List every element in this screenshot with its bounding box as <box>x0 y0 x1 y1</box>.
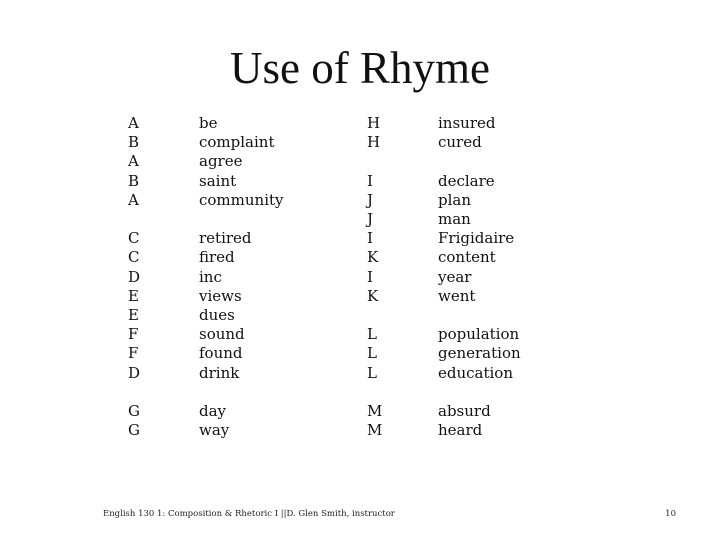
rhyme-word: generation <box>438 344 521 363</box>
rhyme-group <box>367 114 382 152</box>
rhyme-letter: I <box>367 229 373 248</box>
rhyme-letter: A <box>128 190 139 209</box>
rhyme-letter: A <box>128 114 139 132</box>
rhyme-word: dues <box>199 306 235 325</box>
rhyme-group <box>438 172 521 306</box>
rhyme-word: sound <box>199 325 245 344</box>
rhyme-letter: E <box>128 306 139 325</box>
rhyme-letter: D <box>128 363 141 382</box>
page-number: 10 <box>665 509 676 519</box>
rhyme-letter: B <box>128 171 140 190</box>
rhyme-word: way <box>199 421 230 440</box>
rhyme-letter: G <box>128 421 140 440</box>
rhyme-letter: K <box>367 248 379 267</box>
rhyme-word: saint <box>199 171 237 190</box>
rhyme-letter: F <box>128 325 139 344</box>
rhyme-letter: H <box>367 133 381 152</box>
rhyme-letter: M <box>367 402 383 420</box>
rhyme-word: education <box>438 363 513 382</box>
rhyme-group <box>367 325 382 383</box>
rhyme-word: fired <box>199 248 235 267</box>
rhyme-word: be <box>199 114 218 132</box>
rhyme-word: population <box>438 325 520 344</box>
rhyme-letter: A <box>128 152 139 171</box>
rhyme-group <box>199 229 284 383</box>
rhyme-letter: C <box>128 248 140 267</box>
rhyme-word: retired <box>199 229 252 248</box>
rhyme-group <box>128 229 140 383</box>
rhyme-word: community <box>199 190 284 209</box>
rhyme-letter: F <box>128 344 139 363</box>
rhyme-word: day <box>199 402 227 421</box>
rhyme-letter: H <box>367 114 381 132</box>
left-rhyme-words-column <box>199 114 284 460</box>
rhyme-word: heard <box>438 421 483 440</box>
rhyme-group <box>199 114 284 210</box>
rhyme-word: complaint <box>199 133 275 152</box>
rhyme-letter: I <box>367 267 373 286</box>
rhyme-group <box>367 172 382 306</box>
rhyme-letter: L <box>367 363 377 382</box>
rhyme-word: went <box>438 286 476 305</box>
rhyme-group <box>438 402 521 440</box>
rhyme-letter: B <box>128 133 140 152</box>
rhyme-word: content <box>438 248 496 267</box>
rhyme-letter: J <box>367 210 374 228</box>
rhyme-word: plan <box>438 190 472 209</box>
rhyme-letter: J <box>367 190 374 209</box>
rhyme-word: absurd <box>438 402 491 420</box>
rhyme-word: found <box>199 344 243 363</box>
footer-course-info: English 130 1: Composition & Rhetoric I ||D. Glen Smith, instructor <box>103 509 395 519</box>
rhyme-letter: G <box>128 402 140 421</box>
rhyme-word: drink <box>199 363 240 382</box>
rhyme-group <box>367 402 382 440</box>
rhyme-word: Frigidaire <box>438 229 515 248</box>
rhyme-word: insured <box>438 114 496 132</box>
rhyme-word: views <box>199 286 242 305</box>
rhyme-letter: I <box>367 171 373 190</box>
rhyme-group <box>128 402 140 440</box>
rhyme-letter: M <box>367 421 383 440</box>
rhyme-letter: D <box>128 267 141 286</box>
rhyme-word: agree <box>199 152 243 171</box>
right-rhyme-letters-column <box>367 114 382 460</box>
rhyme-group <box>128 114 140 210</box>
rhyme-letter: L <box>367 325 377 344</box>
rhyme-letter: L <box>367 344 377 363</box>
rhyme-word: inc <box>199 267 222 286</box>
rhyme-word: cured <box>438 133 482 152</box>
rhyme-letter: C <box>128 229 140 248</box>
slide-title: Use of Rhyme <box>230 43 490 93</box>
rhyme-word: declare <box>438 171 495 190</box>
rhyme-word: year <box>438 267 472 286</box>
rhyme-letter: K <box>367 286 379 305</box>
rhyme-group <box>438 114 521 152</box>
rhyme-group <box>199 402 284 440</box>
rhyme-letter: E <box>128 286 139 305</box>
rhyme-word: man <box>438 210 471 228</box>
right-rhyme-words-column <box>438 114 521 460</box>
rhyme-group <box>438 325 521 383</box>
left-rhyme-letters-column <box>128 114 140 460</box>
